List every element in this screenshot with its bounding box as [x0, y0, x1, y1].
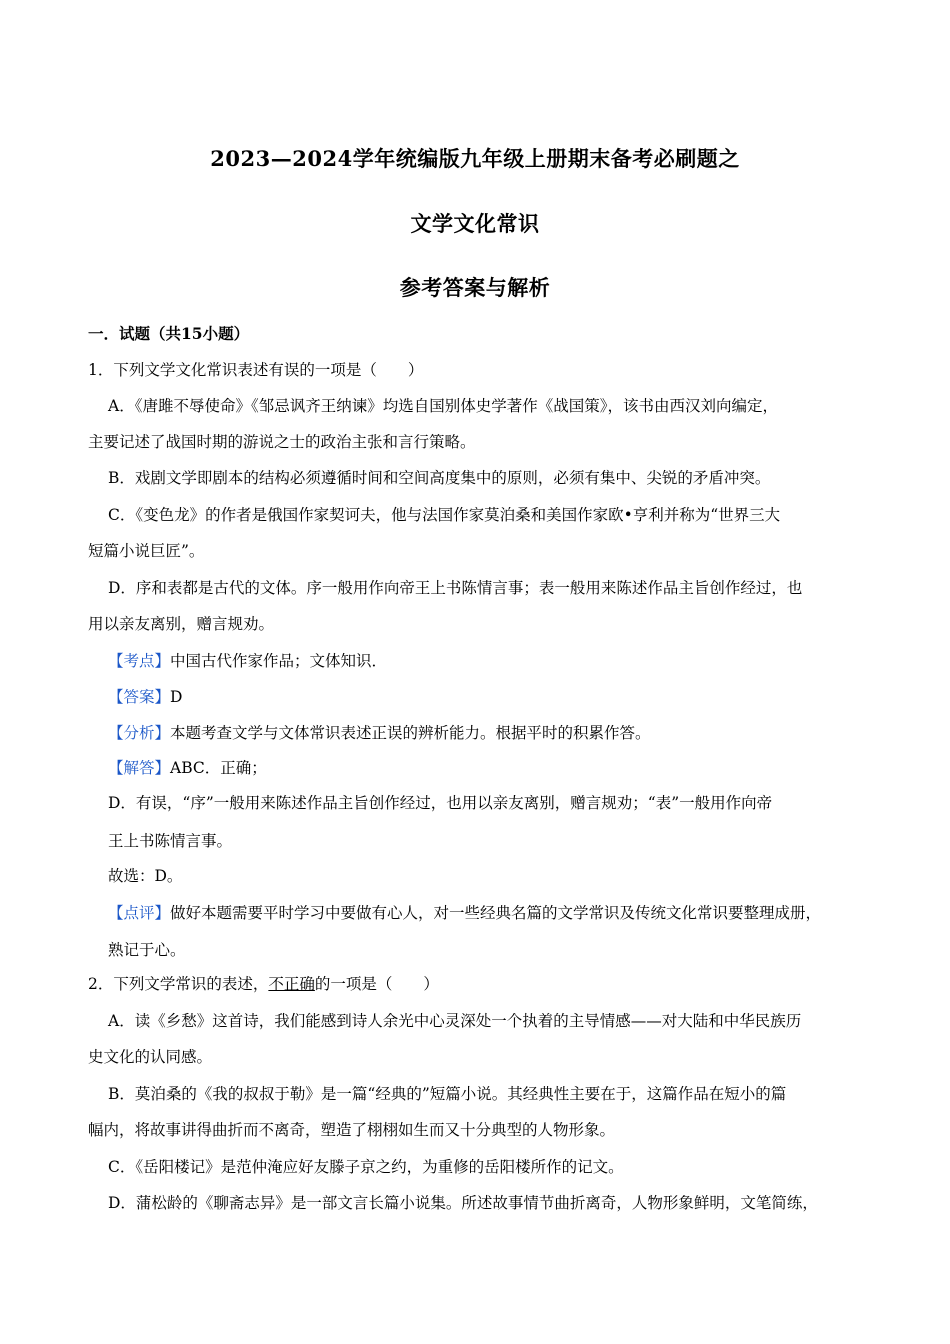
q2-stem-post: 的一项是（ ）: [314, 975, 439, 993]
q2-stem: [88, 974, 439, 994]
q1-solution: [108, 758, 267, 778]
q1-kaodian: [108, 651, 387, 671]
q1-analysis: [108, 723, 651, 743]
q2-option-a-line2: 史文化的认同感。: [88, 1048, 213, 1066]
q1-answer: [108, 687, 182, 707]
analysis-text: 本题考查文学与文体常识表述正误的辨析能力。根据平时的积累作答。: [170, 724, 651, 742]
doc-title-line1: 2023—2024学年统编版九年级上册期末备考必刷题之: [210, 146, 740, 171]
q1-choice: 故选：D。: [108, 867, 183, 885]
solution-text: ABC．正确；: [170, 759, 267, 777]
q1-option-d-line1: D．序和表都是古代的文体。序一般用作向帝王上书陈情言事；表一般用来陈述作品主旨创作经过，也: [108, 579, 803, 597]
q1-comment: [108, 903, 821, 923]
answer-text: D: [170, 688, 183, 706]
doc-title-line2: 文学文化常识: [410, 211, 540, 236]
q2-option-a-line1: A．读《乡愁》这首诗，我们能感到诗人余光中心灵深处一个执着的主导情感——对大陆和中华民族历: [108, 1012, 802, 1030]
doc-title-line3: 参考答案与解析: [399, 275, 551, 300]
comment-tag: 【点评】: [108, 904, 171, 922]
q1-comment-line2: 熟记于心。: [108, 941, 186, 959]
q2-stem-underline: 不正确: [268, 975, 315, 993]
q2-option-c: C．《岳阳楼记》是范仲淹应好友滕子京之约，为重修的岳阳楼所作的记文。: [108, 1158, 624, 1176]
kaodian-text: 中国古代作家作品；文体知识．: [170, 652, 388, 670]
q2-option-b-line2: 幅内，将故事讲得曲折而不离奇，塑造了栩栩如生而又十分典型的人物形象。: [88, 1121, 616, 1139]
q2-stem-pre: 2．下列文学常识的表述，: [88, 975, 269, 993]
q2-option-b-line1: B．莫泊桑的《我的叔叔于勒》是一篇“经典的”短篇小说。其经典性主要在于，这篇作品在短小的篇: [108, 1085, 787, 1103]
kaodian-tag: 【考点】: [108, 652, 171, 670]
q1-option-a-line1: A．《唐雎不辱使命》《邹忌讽齐王纳谏》均选自国别体史学著作《战国策》，该书由西汉刘向编定，: [108, 397, 778, 415]
solution-tag: 【解答】: [108, 759, 171, 777]
comment-text: 做好本题需要平时学习中要做有心人，对一些经典名篇的文学常识及传统文化常识要整理成册，: [170, 904, 822, 922]
answer-tag: 【答案】: [108, 688, 171, 706]
section-heading: 一．试题（共15小题）: [88, 324, 250, 343]
q1-option-c-line2: 短篇小说巨匠”。: [88, 542, 205, 560]
q1-option-a-line2: 主要记述了战国时期的游说之士的政治主张和言行策略。: [88, 433, 476, 451]
q2-option-d-line1: D．蒲松龄的《聊斋志异》是一部文言长篇小说集。所述故事情节曲折离奇，人物形象鲜明，文笔简练，: [108, 1194, 818, 1212]
q1-stem: 1．下列文学文化常识表述有误的一项是（ ）: [88, 361, 424, 379]
analysis-tag: 【分析】: [108, 724, 171, 742]
q1-option-d-line2: 用以亲友离别，赠言规劝。: [88, 615, 275, 633]
q1-solution-d-line1: D．有误，“序”一般用来陈述作品主旨创作经过，也用以亲友离别，赠言规劝；“表”一般用作向帝: [108, 794, 773, 812]
q1-option-c-line1: C．《变色龙》的作者是俄国作家契诃夫，他与法国作家莫泊桑和美国作家欧•亨利并称为“世界三大: [108, 506, 781, 524]
q1-solution-d-line2: 王上书陈情言事。: [108, 832, 233, 850]
q1-option-b: B．戏剧文学即剧本的结构必须遵循时间和空间高度集中的原则，必须有集中、尖锐的矛盾冲突。: [108, 469, 771, 487]
